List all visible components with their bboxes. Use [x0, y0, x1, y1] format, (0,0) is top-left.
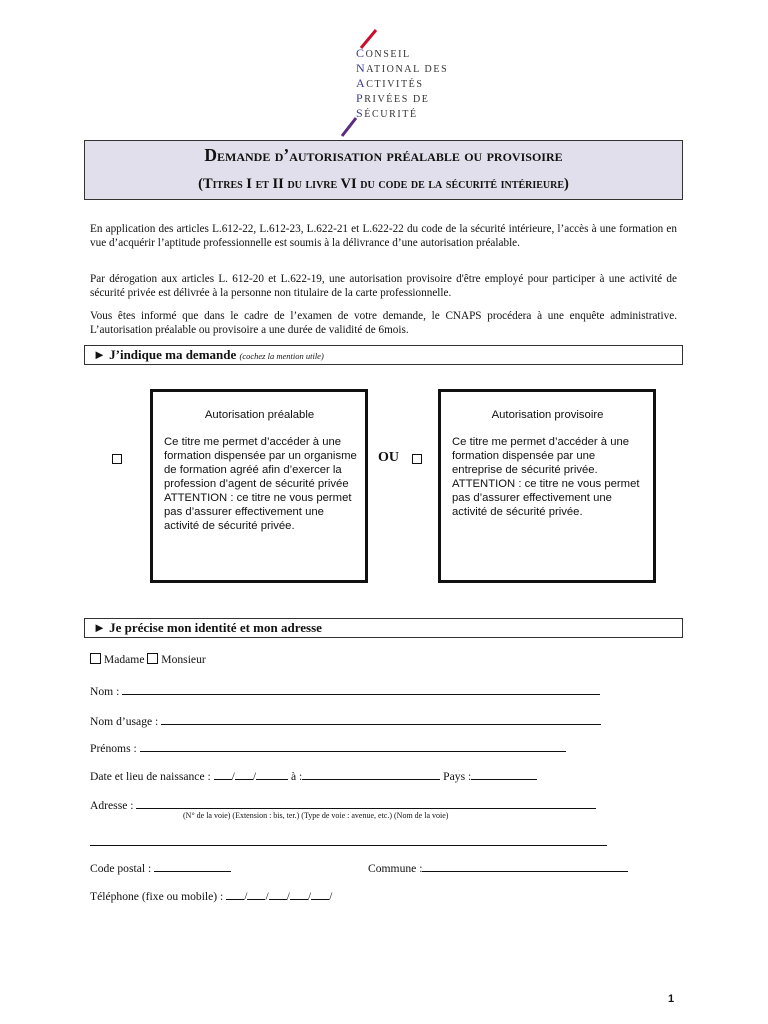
adresse-row: [90, 798, 596, 812]
section-title: Je précise mon identité et mon adresse: [109, 620, 322, 635]
arrow-right-icon: ►: [93, 347, 106, 362]
title-box: [84, 140, 683, 200]
separator: /: [231, 770, 235, 783]
cnaps-logo: [336, 28, 449, 138]
logo-line: PRIVÉES DE: [356, 91, 430, 105]
arrow-right-icon: ►: [93, 620, 106, 635]
telephone-label: Téléphone (fixe ou mobile) :: [90, 890, 224, 903]
phone-part-field[interactable]: [311, 889, 329, 900]
civility-row: [90, 653, 206, 666]
separator: /: [265, 890, 269, 903]
nom-usage-field[interactable]: [161, 714, 601, 725]
separator: /: [252, 770, 257, 783]
phone-part-field[interactable]: [290, 889, 308, 900]
nom-usage-row: [90, 714, 601, 728]
intro-paragraph: Par dérogation aux articles L. 612-20 et L.622-19, une autorisation provisoire d'être employé pour participer à une activité de sécurité privée est délivrée à la personne non titulaire de la carte professionnelle.: [90, 273, 677, 299]
pays-label: Pays :: [443, 770, 472, 783]
naissance-a-label: à :: [291, 770, 303, 783]
separator: /: [286, 890, 290, 903]
page-subtitle: (Titres I et II du livre VI du code de la sécurité intérieure): [198, 176, 569, 192]
birth-year-field[interactable]: [256, 769, 288, 780]
option-prealable-box: [150, 389, 368, 583]
commune-field[interactable]: [422, 861, 628, 872]
prenoms-row: [90, 741, 566, 755]
logo-line: ACTIVITÉS: [356, 76, 424, 90]
naissance-label: Date et lieu de naissance :: [90, 770, 211, 783]
prenoms-field[interactable]: [140, 741, 566, 752]
section-note: (cochez la mention utile): [239, 351, 324, 361]
logo-line: NATIONAL DES: [356, 61, 449, 75]
phone-part-field[interactable]: [226, 889, 244, 900]
option-title: Autorisation provisoire: [491, 409, 604, 421]
nom-label: Nom :: [90, 685, 120, 698]
section-title: J’indique ma demande: [109, 347, 237, 362]
nom-row: [90, 684, 600, 698]
phone-part-field[interactable]: [247, 889, 265, 900]
page-title: Demande d’autorisation préalable ou provisoire: [204, 145, 563, 165]
monsieur-checkbox[interactable]: [147, 653, 158, 664]
monsieur-label: Monsieur: [161, 653, 206, 666]
madame-label: Madame: [103, 653, 145, 666]
naissance-row: [90, 769, 537, 783]
logo-line: CONSEIL: [356, 46, 411, 60]
birth-place-field[interactable]: [302, 769, 440, 780]
adresse-hint: (N° de la voie) (Extension : bis, ter.) (Type de voie : avenue, etc.) (Nom de la voie): [183, 811, 449, 820]
adresse-field[interactable]: [136, 798, 596, 809]
code-postal-field[interactable]: [154, 861, 231, 872]
adresse-label: Adresse :: [90, 799, 134, 812]
birth-month-field[interactable]: [235, 769, 253, 780]
intro-paragraph: Vous êtes informé que dans le cadre de l’examen de votre demande, le CNAPS procédera à une enquête administrative. L’autorisation préalable ou provisoire a une durée de validité de 6mois.: [90, 310, 677, 336]
option-provisoire-box: [438, 389, 656, 583]
phone-part-field[interactable]: [269, 889, 287, 900]
section-request-header: [84, 345, 683, 365]
pays-field[interactable]: [471, 769, 537, 780]
telephone-row: [90, 889, 332, 903]
option-title: Autorisation préalable: [204, 409, 315, 421]
separator: /: [244, 890, 248, 903]
prenoms-label: Prénoms :: [90, 742, 137, 755]
adresse-line-2[interactable]: [90, 845, 607, 846]
madame-checkbox[interactable]: [90, 653, 101, 664]
separator: /: [329, 890, 333, 903]
commune-row: [368, 861, 628, 875]
code-postal-label: Code postal :: [90, 862, 152, 875]
prealable-checkbox[interactable]: [112, 454, 122, 464]
commune-label: Commune :: [368, 862, 423, 875]
nom-usage-label: Nom d’usage :: [90, 715, 159, 728]
provisoire-checkbox[interactable]: [412, 454, 422, 464]
page-number: 1: [668, 993, 675, 1005]
birth-day-field[interactable]: [214, 769, 232, 780]
option-description: Ce titre me permet d’accéder à une formation dispensée par un organisme de formation agréé afin d’exercer la profession d’agent de sécurité privée ATTENTION : ce titre ne vous permet pas d’assurer effectivement une activité de sécurité privée.: [164, 436, 357, 532]
separator: /: [307, 890, 312, 903]
nom-field[interactable]: [122, 684, 600, 695]
section-identity-header: [84, 618, 683, 638]
option-description: Ce titre me permet d’accéder à une formation dispensée par une entreprise de sécurité privée. ATTENTION : ce titre ne vous permet pas d’assurer effectivement une activité de sécurité privée.: [452, 436, 640, 518]
logo-line: SÉCURITÉ: [356, 106, 418, 120]
code-postal-row: [90, 861, 231, 875]
or-label: OU: [378, 450, 399, 465]
intro-paragraph: En application des articles L.612-22, L.612-23, L.622-21 et L.622-22 du code de la sécurité intérieure, l’accès à une formation en vue d’acquérir l’aptitude professionnelle est soumis à la délivrance d’une autorisation préalable.: [90, 223, 677, 249]
